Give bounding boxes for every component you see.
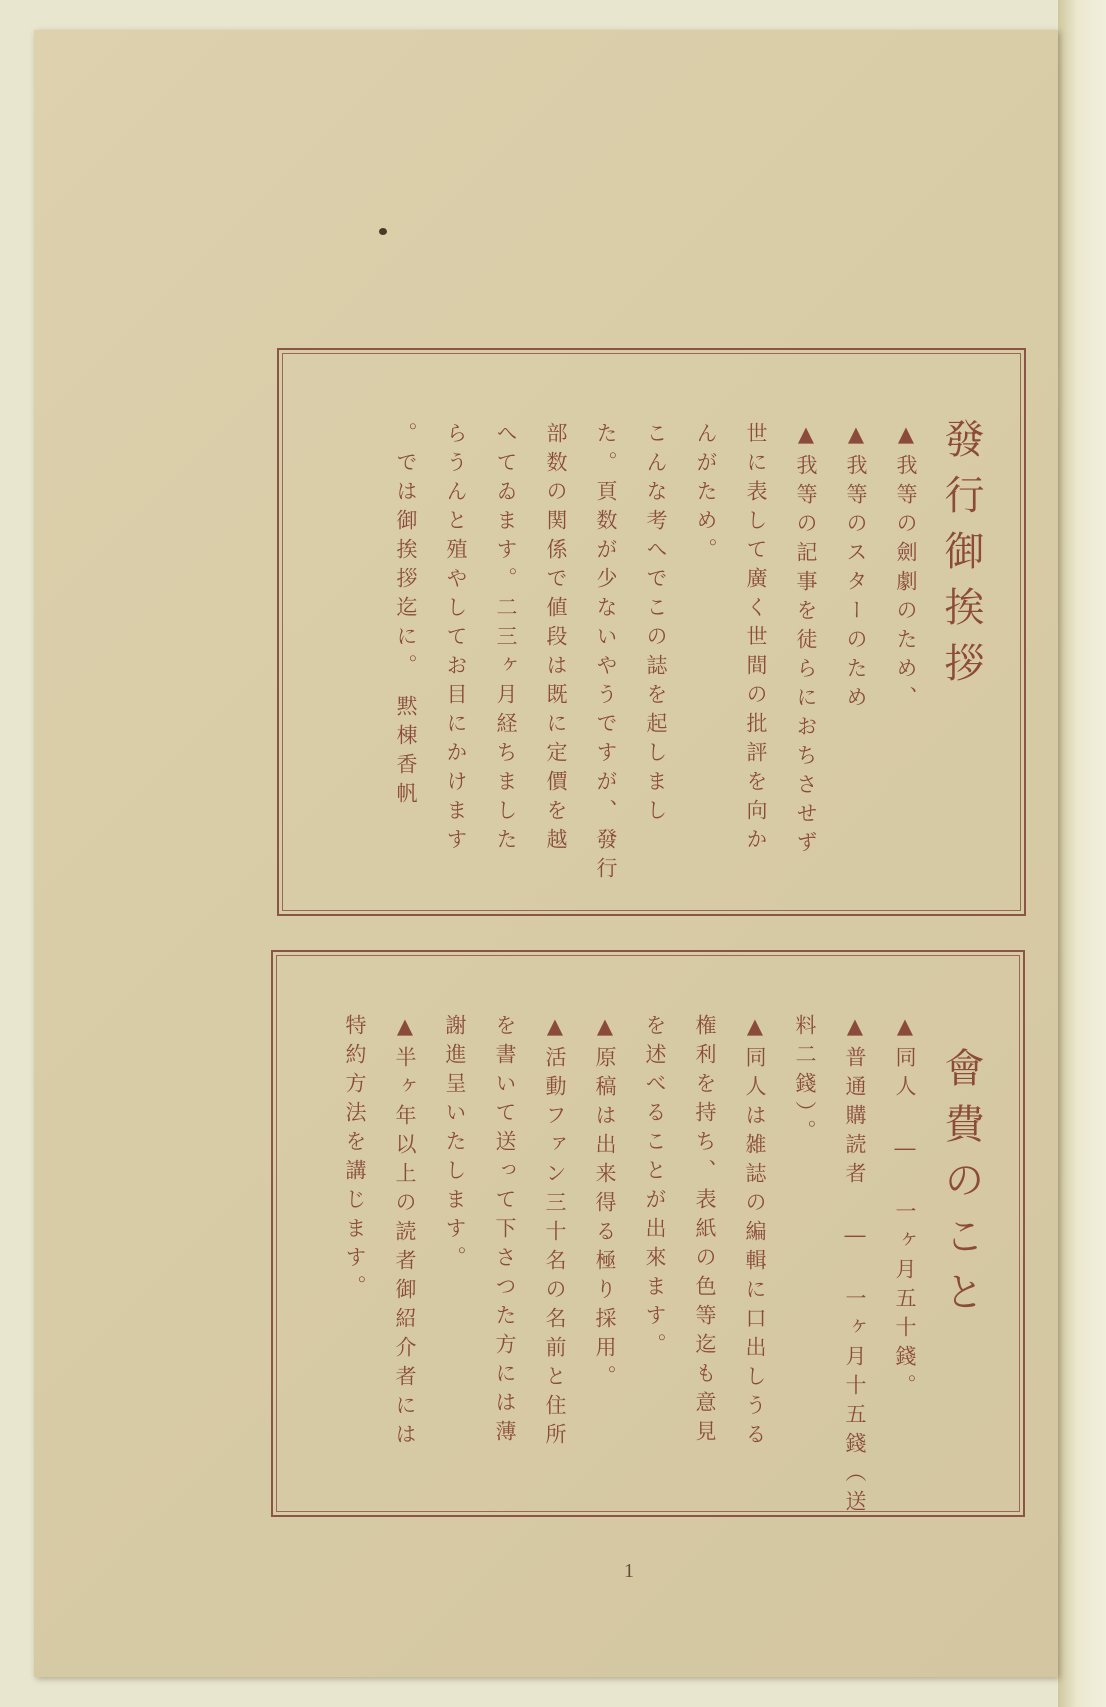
membership-line: 謝進呈いたします。	[443, 1014, 467, 1275]
greeting-title: 發行御挨拶	[938, 418, 984, 698]
next-page-edge	[1058, 0, 1106, 1707]
membership-line: ▲同人 ― 一ヶ月五十錢。	[893, 1014, 917, 1403]
greeting-box	[277, 348, 1026, 916]
greeting-line: ▲我等のスターのため	[844, 422, 868, 715]
ink-spot	[379, 228, 387, 235]
membership-line: ▲同人は雑誌の編輯に口出しうる	[743, 1014, 767, 1452]
membership-line: ▲活動ファン三十名の名前と住所	[543, 1014, 567, 1452]
page-number: 1	[624, 1560, 634, 1582]
membership-line: ▲普通購読者 ― 一ヶ月十五錢（送	[843, 1014, 867, 1519]
greeting-line: ▲我等の記事を徒らにおちさせず	[794, 422, 818, 860]
membership-line: を述べることが出來ます。	[643, 1014, 667, 1362]
membership-line: ▲半ヶ年以上の読者御紹介者には	[393, 1014, 417, 1452]
membership-line: 料二錢）。	[793, 1014, 817, 1149]
greeting-line: ▲我等の劍劇のため、	[894, 422, 918, 715]
membership-box	[271, 950, 1025, 1517]
membership-line: ▲原稿は出来得る極り採用。	[593, 1014, 617, 1394]
greeting-line: らうんと殖やしてお目にかけます	[444, 422, 468, 857]
greeting-line: 。では御挨拶迄に。	[394, 422, 418, 683]
membership-title: 會費のこと	[938, 1047, 984, 1327]
greeting-line: んがため。	[694, 422, 718, 567]
membership-line: 権利を持ち、表紙の色等迄も意見	[693, 1014, 717, 1449]
greeting-line: 世に表して廣く世間の批評を向か	[744, 422, 768, 857]
greeting-line: 部数の関係で値段は既に定價を越	[544, 422, 568, 857]
document-page	[34, 30, 1058, 1677]
greeting-signature: 黙棟香帆	[394, 695, 418, 811]
greeting-line: た。頁数が少ないやうですが、發行	[594, 422, 618, 886]
membership-line: 特約方法を講じます。	[343, 1014, 367, 1304]
membership-line: を書いて送って下さつた方には薄	[493, 1014, 517, 1449]
greeting-line: へてゐます。二三ヶ月経ちました	[494, 422, 518, 857]
greeting-line: こんな考へでこの誌を起しまし	[644, 422, 668, 828]
